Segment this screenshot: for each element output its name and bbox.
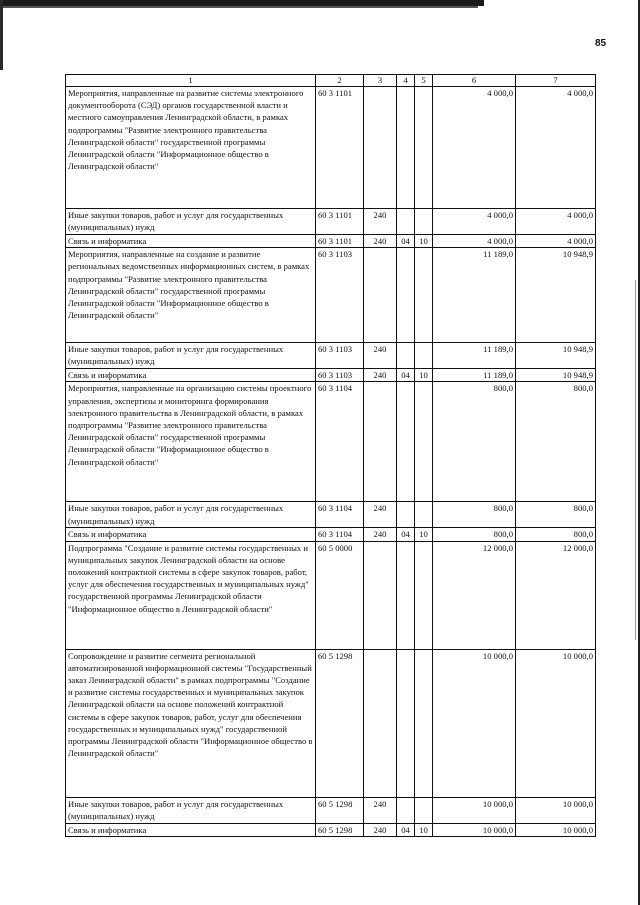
table-row xyxy=(66,343,596,369)
row-pr xyxy=(415,343,433,369)
column-header: 2 xyxy=(316,75,364,87)
row-pr xyxy=(415,502,433,528)
row-vr xyxy=(364,541,397,649)
row-name: Сопровождение и развитие сегмента региональной автоматизированной информационной системы "Государственный заказ Ленинградской области" в рамках подпрограммы "Создание и развитие системы государственных и муниципальных закупок Ленинградской области на основе положений контрактной системы в сфере закупок товаров, работ, услуг для обеспечения государственных и муниципальных нужд" государственной программы Ленинградской области "Информационное общество в Ленинградской области" xyxy=(66,649,316,797)
row-code: 60 3 1104 xyxy=(316,528,364,541)
row-vr: 240 xyxy=(364,209,397,235)
row-sum-1: 800,0 xyxy=(433,502,516,528)
row-name: Связь и информатика xyxy=(66,823,316,836)
row-code: 60 3 1104 xyxy=(316,382,364,502)
row-vr: 240 xyxy=(364,343,397,369)
row-pr: 10 xyxy=(415,528,433,541)
column-header: 5 xyxy=(415,75,433,87)
row-pr xyxy=(415,541,433,649)
table-row xyxy=(66,528,596,541)
row-code: 60 5 0000 xyxy=(316,541,364,649)
row-code: 60 3 1103 xyxy=(316,343,364,369)
row-vr: 240 xyxy=(364,502,397,528)
row-rz: 04 xyxy=(397,823,415,836)
row-sum-2: 10 000,0 xyxy=(516,823,596,836)
row-vr xyxy=(364,649,397,797)
row-sum-1: 11 189,0 xyxy=(433,248,516,343)
table-row xyxy=(66,797,596,823)
row-sum-1: 4 000,0 xyxy=(433,235,516,248)
scan-edge-top-shadow xyxy=(0,6,478,8)
column-header: 1 xyxy=(66,75,316,87)
row-rz: 04 xyxy=(397,528,415,541)
row-code: 60 5 1298 xyxy=(316,823,364,836)
row-sum-1: 10 000,0 xyxy=(433,649,516,797)
row-sum-2: 800,0 xyxy=(516,528,596,541)
row-sum-2: 4 000,0 xyxy=(516,209,596,235)
row-vr: 240 xyxy=(364,823,397,836)
table-row xyxy=(66,541,596,649)
column-header: 6 xyxy=(433,75,516,87)
row-rz xyxy=(397,541,415,649)
row-name: Иные закупки товаров, работ и услуг для государственных (муниципальных) нужд xyxy=(66,502,316,528)
row-rz xyxy=(397,209,415,235)
row-rz: 04 xyxy=(397,235,415,248)
page-number: 85 xyxy=(595,38,607,49)
row-code: 60 3 1103 xyxy=(316,369,364,382)
row-rz xyxy=(397,649,415,797)
row-sum-2: 10 948,9 xyxy=(516,369,596,382)
row-rz xyxy=(397,502,415,528)
row-pr: 10 xyxy=(415,369,433,382)
row-code: 60 5 1298 xyxy=(316,797,364,823)
row-vr: 240 xyxy=(364,235,397,248)
row-name: Иные закупки товаров, работ и услуг для государственных (муниципальных) нужд xyxy=(66,343,316,369)
table-row xyxy=(66,382,596,502)
row-sum-1: 11 189,0 xyxy=(433,343,516,369)
row-sum-2: 800,0 xyxy=(516,502,596,528)
row-pr xyxy=(415,87,433,209)
row-code: 60 3 1101 xyxy=(316,209,364,235)
row-sum-1: 4 000,0 xyxy=(433,209,516,235)
row-sum-2: 10 000,0 xyxy=(516,797,596,823)
row-name: Связь и информатика xyxy=(66,369,316,382)
row-pr: 10 xyxy=(415,235,433,248)
scan-edge-right-shadow xyxy=(635,280,636,640)
row-code: 60 3 1101 xyxy=(316,235,364,248)
row-rz: 04 xyxy=(397,369,415,382)
row-code: 60 3 1103 xyxy=(316,248,364,343)
row-name: Мероприятия, направленные на организацию системы проектного управления, экспертизы и мониторинга формирования электронного правительства в Ленинградской области, в рамках подпрограммы "Развитие электронного правительства Ленинградской области" государственной программы Ленинградской области "Информационное общество в Ленинградской области" xyxy=(66,382,316,502)
row-sum-1: 800,0 xyxy=(433,382,516,502)
row-name: Подпрограмма "Создание и развитие системы государственных и муниципальных закупок Ленинградской области на основе положений контрактной системы в сфере закупок товаров, работ, услуг для обеспечения государственных и муниципальных нужд" государственной программы Ленинградской области "Информационное общество в Ленинградской области" xyxy=(66,541,316,649)
row-pr: 10 xyxy=(415,823,433,836)
row-sum-1: 4 000,0 xyxy=(433,87,516,209)
table-row xyxy=(66,248,596,343)
row-sum-2: 4 000,0 xyxy=(516,87,596,209)
row-vr: 240 xyxy=(364,369,397,382)
row-code: 60 3 1104 xyxy=(316,502,364,528)
table-row xyxy=(66,369,596,382)
row-pr xyxy=(415,382,433,502)
table-row xyxy=(66,502,596,528)
row-name: Связь и информатика xyxy=(66,528,316,541)
row-rz xyxy=(397,797,415,823)
budget-table xyxy=(65,74,596,837)
row-rz xyxy=(397,248,415,343)
table-row xyxy=(66,649,596,797)
scan-edge-left xyxy=(0,0,3,70)
table-row xyxy=(66,823,596,836)
row-name: Мероприятия, направленные на развитие системы электронного документооборота (СЭД) органов государственной власти и местного самоуправления Ленинградской области, в рамках подпрограммы "Развитие электронного правительства Ленинградской области" государственной программы Ленинградской области "Информационное общество в Ленинградской области" xyxy=(66,87,316,209)
row-sum-2: 800,0 xyxy=(516,382,596,502)
row-pr xyxy=(415,649,433,797)
row-rz xyxy=(397,343,415,369)
row-name: Иные закупки товаров, работ и услуг для государственных (муниципальных) нужд xyxy=(66,209,316,235)
row-sum-1: 12 000,0 xyxy=(433,541,516,649)
table-row xyxy=(66,87,596,209)
table-row xyxy=(66,235,596,248)
row-code: 60 3 1101 xyxy=(316,87,364,209)
row-name: Иные закупки товаров, работ и услуг для государственных (муниципальных) нужд xyxy=(66,797,316,823)
row-name: Связь и информатика xyxy=(66,235,316,248)
row-sum-2: 10 948,9 xyxy=(516,343,596,369)
row-sum-2: 4 000,0 xyxy=(516,235,596,248)
row-sum-1: 10 000,0 xyxy=(433,823,516,836)
row-sum-1: 800,0 xyxy=(433,528,516,541)
row-vr: 240 xyxy=(364,528,397,541)
table-row xyxy=(66,209,596,235)
row-pr xyxy=(415,209,433,235)
row-vr xyxy=(364,382,397,502)
row-rz xyxy=(397,382,415,502)
row-pr xyxy=(415,797,433,823)
row-sum-2: 10 000,0 xyxy=(516,649,596,797)
row-rz xyxy=(397,87,415,209)
table-header-row xyxy=(66,75,596,87)
row-sum-2: 10 948,9 xyxy=(516,248,596,343)
row-sum-1: 11 189,0 xyxy=(433,369,516,382)
row-pr xyxy=(415,248,433,343)
row-name: Мероприятия, направленные на создание и развитие региональных ведомственных информационных систем, в рамках подпрограммы "Развитие электронного правительства Ленинградской области" государственной программы Ленинградской области "Информационное общество в Ленинградской области" xyxy=(66,248,316,343)
row-sum-1: 10 000,0 xyxy=(433,797,516,823)
column-header: 3 xyxy=(364,75,397,87)
column-header: 4 xyxy=(397,75,415,87)
row-vr xyxy=(364,248,397,343)
row-code: 60 5 1298 xyxy=(316,649,364,797)
row-sum-2: 12 000,0 xyxy=(516,541,596,649)
row-vr xyxy=(364,87,397,209)
row-vr: 240 xyxy=(364,797,397,823)
column-header: 7 xyxy=(516,75,596,87)
